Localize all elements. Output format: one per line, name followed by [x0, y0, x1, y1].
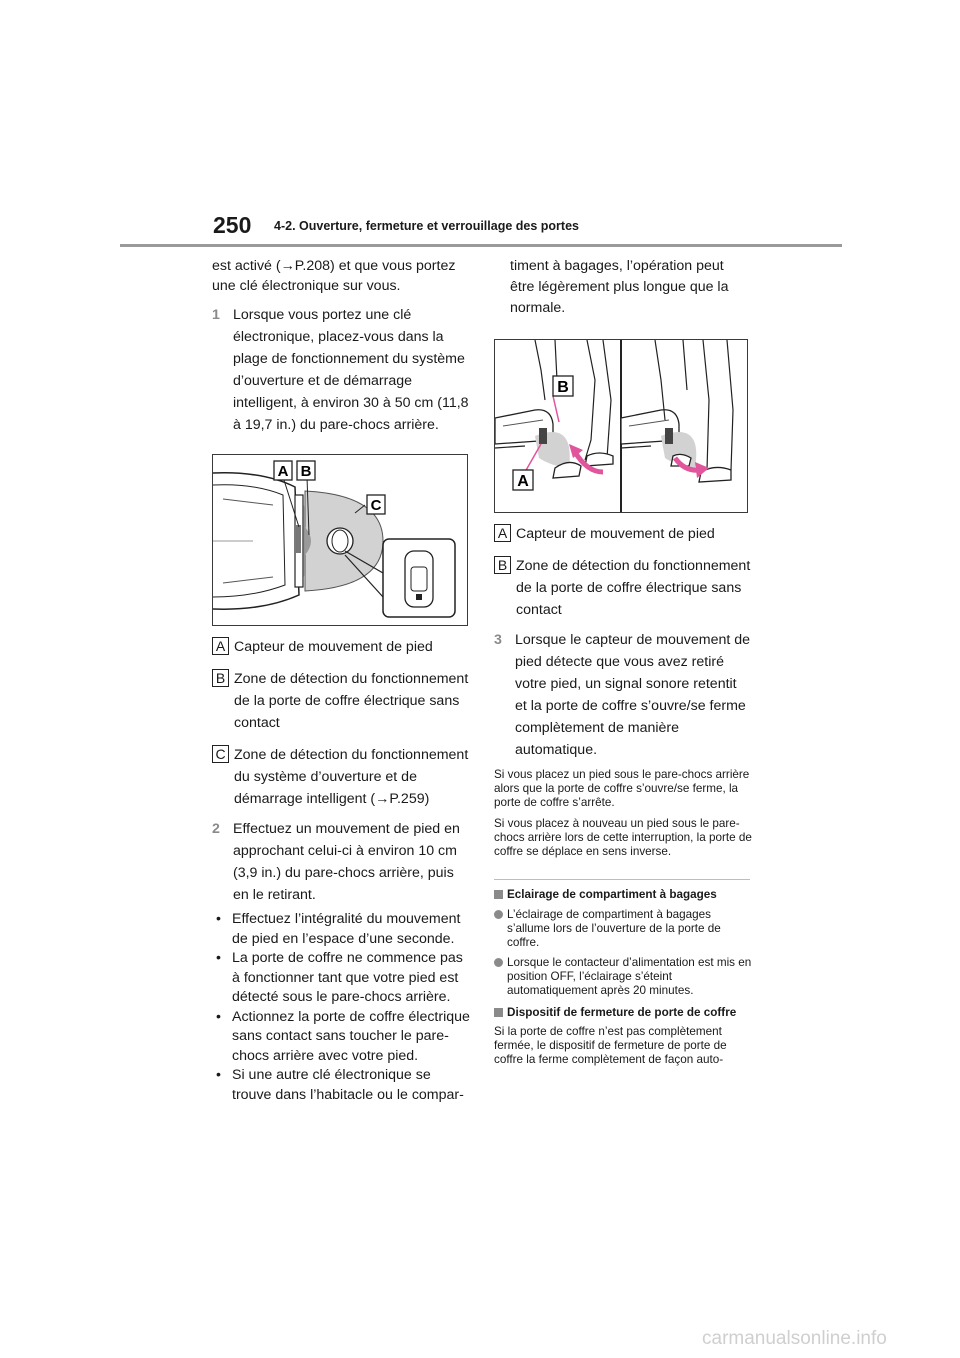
step-number: 3 [494, 632, 502, 648]
legend-item-c [212, 744, 470, 810]
step-text: Effectuez un mouvement de pied en approchant celui-ci à environ 10 cm (3,9 in.) du pare-chocs arrière, puis en le retirant. [233, 821, 460, 903]
figure-label-b [553, 376, 573, 396]
list-item [494, 956, 752, 998]
bullet-mark: • [216, 950, 221, 966]
svg-text:B: B [557, 379, 569, 396]
svg-text:A: A [277, 463, 289, 480]
bullet-mark: • [216, 1008, 221, 1025]
figure-foot-motion [494, 339, 748, 513]
figure-label-c [367, 495, 385, 514]
step-text: Lorsque le capteur de mouvement de pied détecte que vous avez retiré votre pied, un signal sonore retentit et la porte de coffre s’ouvre/se ferme complètement de manière automatique. [515, 632, 751, 758]
legend-text: Capteur de mouvement de pied [234, 639, 433, 655]
bullet-text: Si une autre clé électronique se trouve dans l’habitacle ou le compar- [232, 1067, 464, 1103]
step-number: 2 [212, 821, 220, 837]
legend-text: Zone de détection du fonctionnement du système d’ouverture et de démarrage intelligent (→P.259) [234, 747, 469, 807]
subheading-closer [494, 1006, 752, 1020]
label-badge: A [494, 524, 511, 542]
circle-bullet-icon [494, 958, 503, 967]
legend-item-b [212, 668, 470, 734]
header-rule [120, 244, 842, 247]
list-item [212, 1066, 470, 1105]
label-badge: B [212, 669, 229, 687]
bullet-mark: • [216, 911, 221, 927]
svg-text:B: B [300, 463, 312, 480]
list-item [494, 908, 752, 950]
square-marker-icon [494, 1008, 503, 1017]
svg-text:C: C [370, 497, 382, 514]
note-paragraph: Si vous placez à nouveau un pied sous le pare-chocs arrière lors de cette interruption, la porte de coffre se déplace en sens inverse. [494, 817, 752, 858]
figure-label-a [513, 470, 533, 490]
watermark: carmanualsonline.info [702, 1328, 887, 1349]
continuation-text: timent à bagages, l’opération peut être légèrement plus longue que la normale. [510, 258, 729, 316]
square-marker-icon [494, 890, 503, 899]
step-1 [212, 304, 470, 436]
figure-label-b [297, 461, 315, 480]
section-title: 4-2. Ouverture, fermeture et verrouillage des portes [274, 219, 579, 233]
step-3 [494, 629, 752, 761]
bullet-list [212, 910, 470, 1105]
legend-text: Zone de détection du fonctionnement de la porte de coffre électrique sans contact [234, 671, 469, 731]
right-column [494, 256, 752, 1067]
legend-item-b [494, 555, 752, 621]
legend-text: Zone de détection du fonctionnement de la porte de coffre électrique sans contact [516, 558, 751, 618]
bullet-text: Actionnez la porte de coffre électrique sans contact sans toucher le pare-chocs arrière avec votre pied. [232, 1008, 470, 1064]
final-paragraph: Si la porte de coffre n’est pas complètement fermée, le dispositif de fermeture de porte de coffre la ferme complètement de façon auto- [494, 1025, 727, 1066]
note-paragraph: Si vous placez un pied sous le pare-chocs arrière alors que la porte de coffre s’ouvre/se ferme, la porte de coffre s’arrête. [494, 768, 750, 809]
step-text: Lorsque vous portez une clé électronique, placez-vous dans la plage de fonctionnement du système d’ouverture et de démarrage intelligent, à environ 30 à 50 cm (11,8 à 19,7 in.) du pare-chocs arrière. [233, 307, 469, 433]
step-number: 1 [212, 307, 220, 323]
section-separator [494, 879, 750, 880]
label-badge: B [494, 556, 511, 574]
intro-text: est activé (→P.208) et que vous portez une clé électronique sur vous. [212, 258, 456, 294]
figure-label-a [274, 461, 292, 480]
subheading-lighting [494, 888, 752, 902]
bullet-text: La porte de coffre ne commence pas à fonctionner tant que votre pied est détecté sous le pare-chocs arrière. [232, 950, 463, 1005]
label-badge: A [212, 637, 229, 655]
foot-motion-illustration [495, 340, 747, 512]
subheading-text: Eclairage de compartiment à bagages [507, 888, 717, 901]
svg-text:A: A [517, 473, 529, 490]
item-text: L’éclairage de compartiment à bagages s’allume lors de l’ouverture de la porte de coffre. [507, 908, 721, 949]
rear-top-view-illustration [213, 455, 467, 625]
bullet-text: Effectuez l’intégralité du mouvement de pied en l’espace d’une seconde. [232, 911, 461, 947]
step-2 [212, 818, 470, 906]
legend-item-a [494, 523, 752, 545]
label-badge: C [212, 745, 229, 763]
subheading-text: Dispositif de fermeture de porte de coffre [507, 1006, 737, 1019]
list-item [212, 910, 470, 949]
list-item [212, 949, 470, 1008]
page-number: 250 [213, 212, 252, 238]
item-text: Lorsque le contacteur d’alimentation est mis en position OFF, l’éclairage s’éteint automatiquement après 20 minutes. [507, 956, 752, 997]
circle-bullet-icon [494, 910, 503, 919]
bullet-mark: • [216, 1067, 221, 1083]
list-item [212, 1008, 470, 1067]
figure-rear-top-view [212, 454, 468, 626]
legend-text: Capteur de mouvement de pied [516, 526, 715, 542]
left-column [212, 256, 470, 1105]
legend-item-a [212, 636, 470, 658]
